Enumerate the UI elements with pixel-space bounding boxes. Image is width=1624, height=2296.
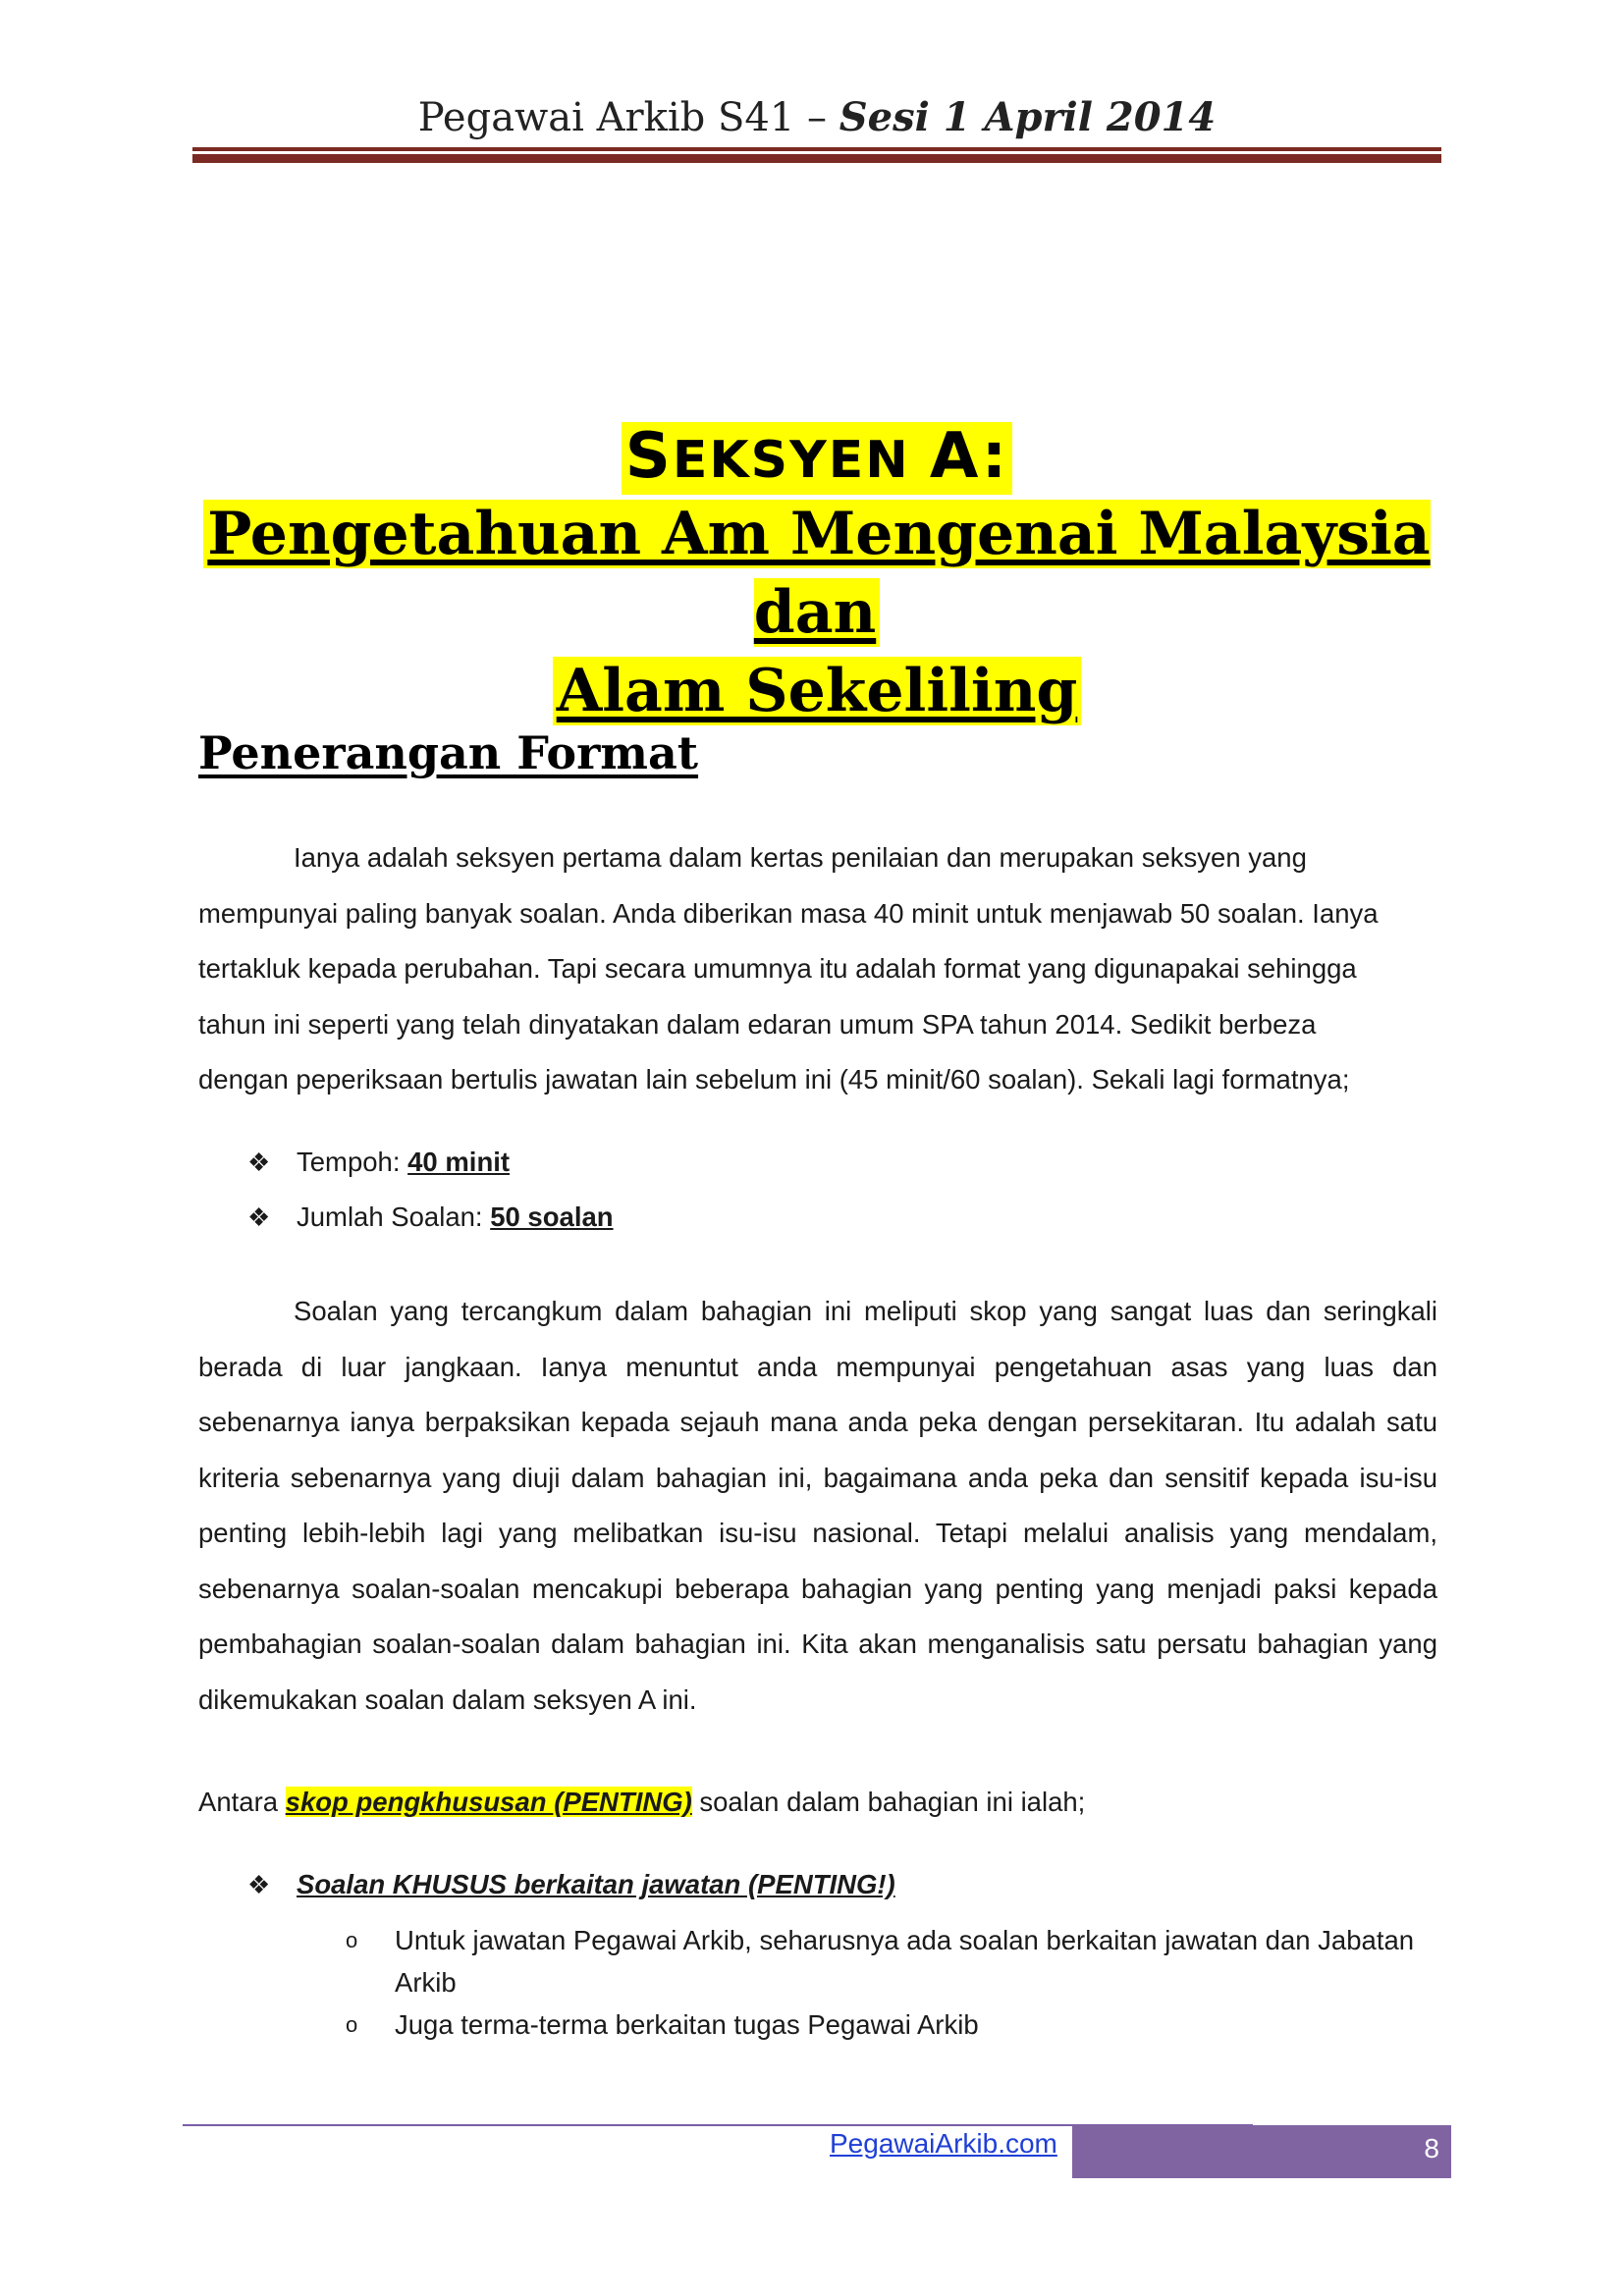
page-number-box (1072, 2125, 1451, 2178)
header-session: Sesi 1 April 2014 (839, 94, 1217, 140)
paragraph-line: tahun ini seperti yang telah dinyatakan dalam edaran umum SPA tahun 2014. Sedikit berbeza (198, 1008, 1317, 1040)
bullet-label: Tempoh: (297, 1147, 408, 1177)
bullet-label: Jumlah Soalan: (297, 1201, 491, 1232)
bullet-value: 40 minit (407, 1147, 511, 1177)
paragraph-line: sebenarnya soalan-soalan mencakupi beberapa bahagian yang penting yang menjadi paksi kepada (198, 1573, 1437, 1604)
bullet-heading: Soalan KHUSUS berkaitan jawatan (PENTING!) (297, 1869, 895, 1899)
header-rule-thin (192, 147, 1441, 151)
paragraph-line: pembahagian soalan-soalan dalam bahagian ini. Kita akan menganalisis satu persatu bahagian yang (198, 1629, 1437, 1659)
section-title-line1: Pengetahuan Am Mengenai Malaysia dan (203, 500, 1430, 647)
sub-list-item: o Untuk jawatan Pegawai Arkib, seharusnya ada soalan berkaitan jawatan dan Jabatan Arkib (346, 1919, 1437, 2003)
paragraph-line: dengan peperiksaan bertulis jawatan lain sebelum ini (45 minit/60 soalan). Sekali lagi formatnya; (198, 1064, 1350, 1095)
paragraph-line: kriteria sebenarnya yang diuji dalam bahagian ini, bagaimana anda peka dan sensitif kepada isu-isu (198, 1462, 1437, 1493)
list-item-jumlah-soalan (247, 1201, 614, 1233)
subheading: Penerangan Format (198, 726, 699, 779)
diamond-bullet-icon: ❖ (247, 1870, 271, 1899)
paragraph-intro (198, 830, 1437, 1108)
paragraph-line: penting lebih-lebih lagi yang melibatkan isu-isu nasional. Tetapi melalui analisis yang mendalam, (198, 1518, 1437, 1548)
list-item-soalan-khusus (247, 1869, 895, 1900)
paragraph-line: sebenarnya ianya berpaksikan kepada sejauh mana anda peka dengan persekitaran. Itu adalah satu (198, 1407, 1437, 1437)
section-title (192, 495, 1441, 730)
scope-highlight: skop pengkhususan (PENTING) (285, 1787, 692, 1817)
list-item-tempoh (247, 1147, 510, 1178)
diamond-bullet-icon: ❖ (247, 1202, 271, 1232)
paragraph-line: Soalan yang tercangkum dalam bahagian ini meliputi skop yang sangat luas dan seringkali (294, 1296, 1437, 1326)
scope-line: Antara skop pengkhususan (PENTING) soalan dalam bahagian ini ialah; (198, 1787, 1086, 1817)
header-title: Pegawai Arkib S41 – (417, 95, 839, 140)
footer-website-link[interactable]: PegawaiArkib.com (830, 2128, 1057, 2159)
page-header (192, 94, 1441, 141)
sub-list-item: o Juga terma-terma berkaitan tugas Pegawai Arkib (346, 2003, 1437, 2046)
diamond-bullet-icon: ❖ (247, 1148, 271, 1177)
paragraph-line: tertakluk kepada perubahan. Tapi secara umumnya itu adalah format yang digunapakai sehingga (198, 953, 1357, 984)
header-rule-thick (192, 154, 1441, 163)
paragraph-line: Ianya adalah seksyen pertama dalam kertas penilaian dan merupakan seksyen yang (294, 842, 1307, 873)
section-title-block (192, 422, 1441, 730)
paragraph-line: mempunyai paling banyak soalan. Anda diberikan masa 40 minit untuk menjawab 50 soalan. Ianya (198, 897, 1379, 929)
circle-bullet-icon: o (346, 1928, 358, 1952)
section-label: SEKSYEN A: (622, 422, 1012, 495)
section-title-line2: Alam Sekeliling (553, 657, 1082, 725)
circle-bullet-icon: o (346, 2012, 358, 2037)
bullet-value: 50 soalan (490, 1201, 614, 1232)
paragraph-line: dikemukakan soalan dalam seksyen A ini. (198, 1683, 697, 1715)
page-number: 8 (1424, 2133, 1439, 2163)
paragraph-line: berada di luar jangkaan. Ianya menuntut anda mempunyai pengetahuan asas yang luas dan (198, 1351, 1437, 1382)
paragraph-scope (198, 1284, 1437, 1728)
